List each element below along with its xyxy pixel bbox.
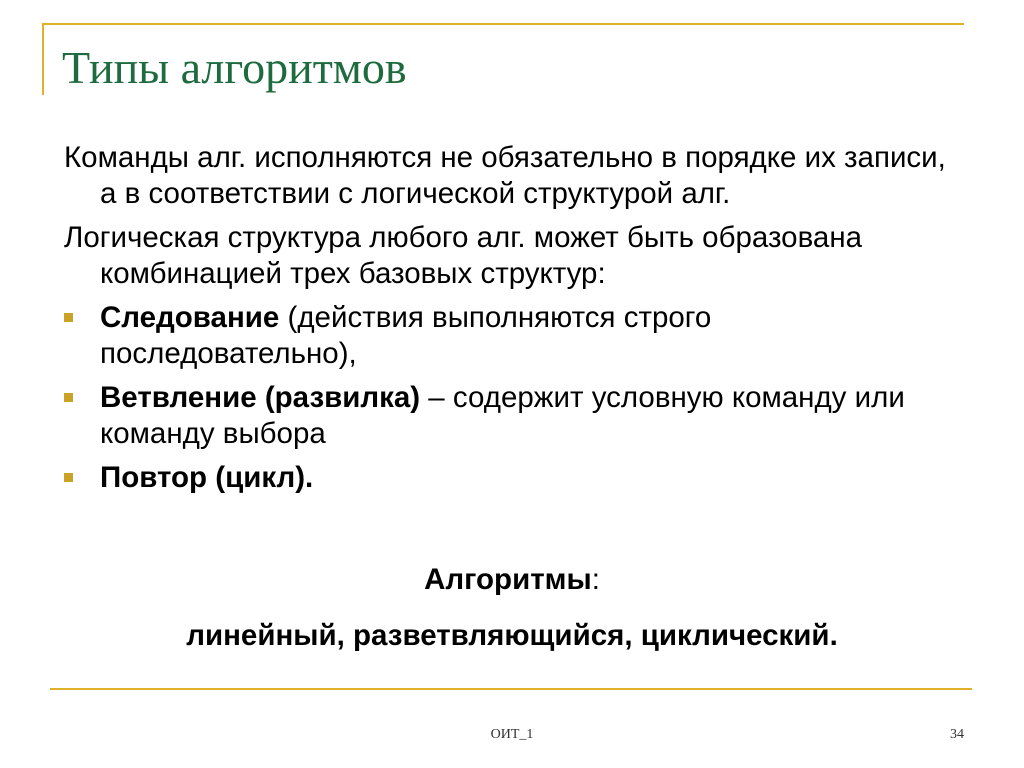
bullet-term: Повтор (цикл).: [100, 461, 314, 494]
bullet-term: Ветвление (развилка): [100, 381, 421, 414]
frame-top-line: [42, 23, 964, 25]
bullet-desc: (действия выполняются строго последовательно),: [100, 301, 712, 370]
slide-body: [64, 140, 964, 504]
paragraph-2: Логическая структура любого алг. может быть образована комбинацией трех базовых структур:: [64, 221, 863, 290]
square-bullet-icon: [64, 473, 73, 482]
bullet-item-sequence: [64, 300, 964, 372]
square-bullet-icon: [64, 313, 73, 322]
bullet-item-branching: [64, 380, 964, 452]
algorithms-list: линейный, разветвляющийся, циклический.: [186, 619, 838, 652]
algorithms-colon: :: [591, 563, 600, 596]
paragraph-1: Команды алг. исполняются не обязательно в порядке их записи, а в соответствии с логической структурой алг.: [64, 141, 946, 210]
bullet-term: Следование: [100, 301, 280, 334]
footer-line: [50, 688, 972, 690]
square-bullet-icon: [64, 393, 73, 402]
frame-left-line: [42, 23, 44, 95]
footer-label: ОИТ_1: [490, 727, 534, 742]
bullet-desc: – содержит условную команду или команду выбора: [100, 381, 905, 450]
algorithms-heading: [0, 562, 1024, 598]
bullet-item-loop: [64, 460, 964, 496]
algorithms-label: Алгоритмы: [424, 563, 592, 596]
page-number: 34: [950, 727, 964, 742]
slide-title: Типы алгоритмов: [62, 42, 407, 93]
